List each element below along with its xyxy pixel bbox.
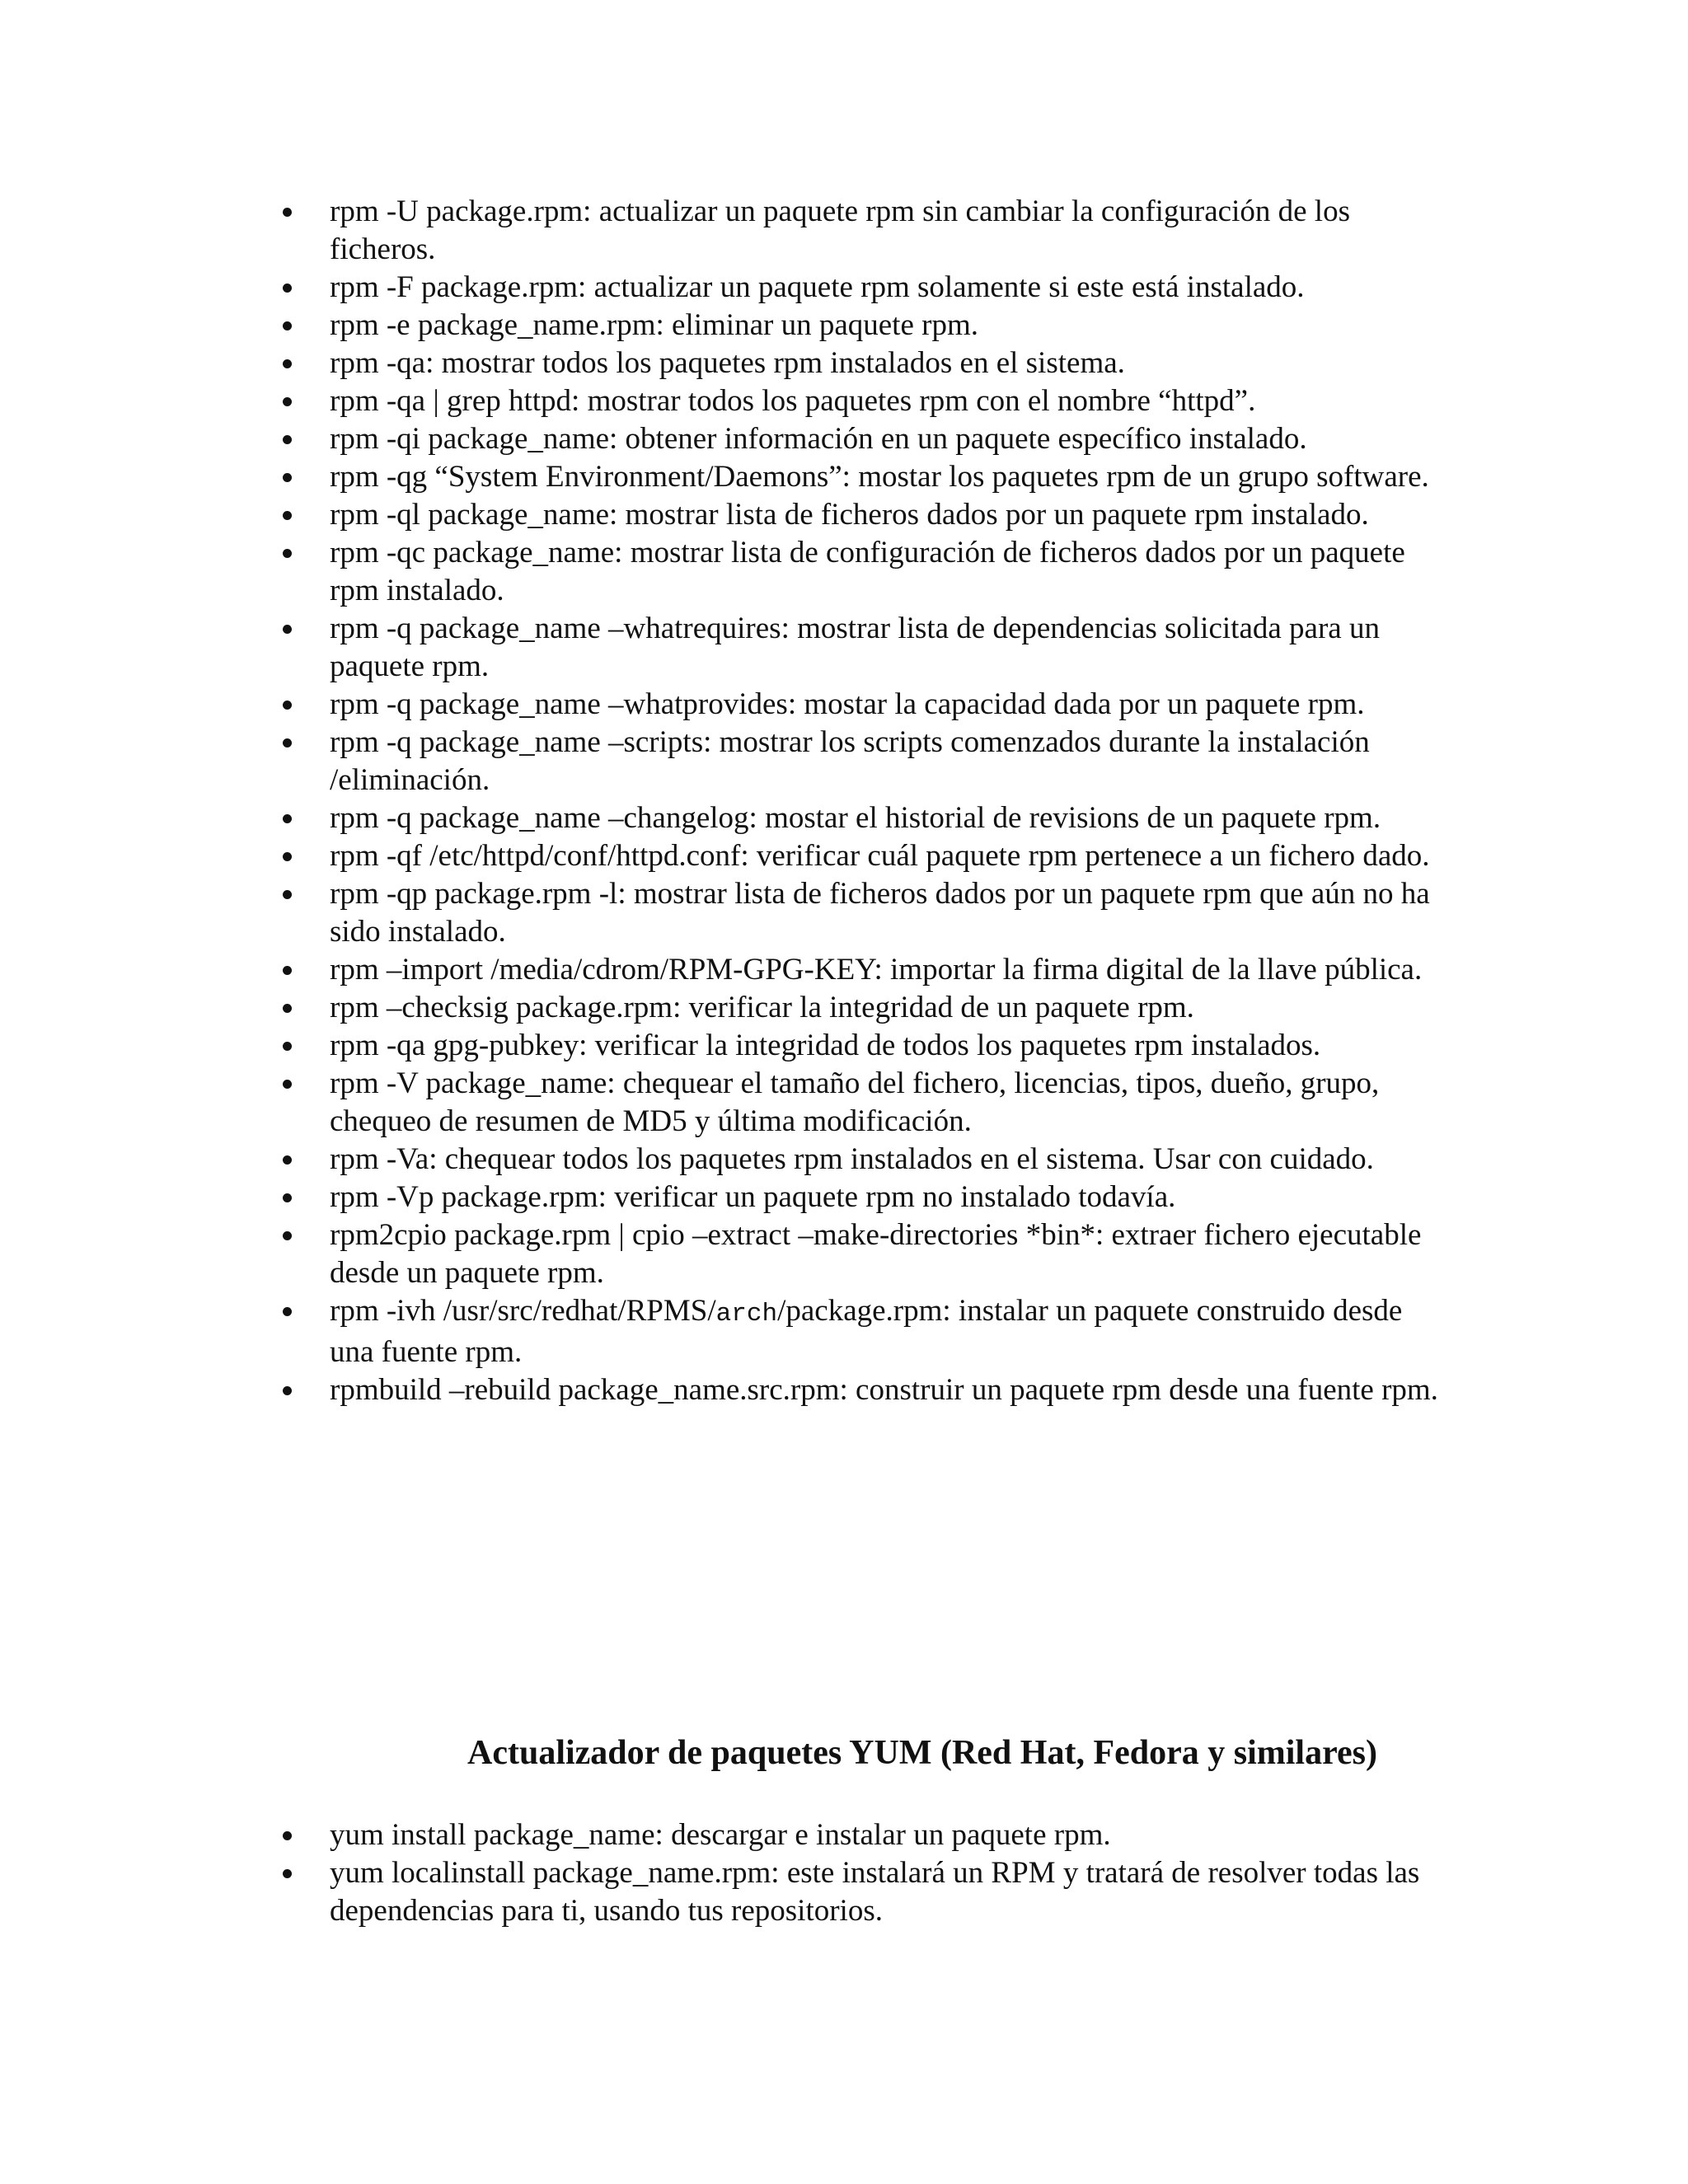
bullet-icon — [283, 1155, 292, 1165]
bullet-icon — [283, 966, 292, 975]
list-item-text: rpm -qa gpg-pubkey: verificar la integridad de todos los paquetes rpm instalados. — [330, 1029, 1321, 1062]
list-item — [330, 1854, 1442, 1930]
list-item-text: rpm -qa: mostrar todos los paquetes rpm instalados en el sistema. — [330, 346, 1125, 380]
list-item — [330, 799, 1442, 837]
bullet-icon — [283, 1386, 292, 1395]
list-item — [330, 1179, 1442, 1216]
bullet-icon — [283, 321, 292, 330]
bullet-icon — [283, 1042, 292, 1051]
list-item — [330, 382, 1442, 420]
bullet-icon — [283, 473, 292, 482]
list-item-text: rpm -q package_name –changelog: mostar el historial de revisions de un paquete rpm. — [330, 801, 1381, 835]
list-item — [330, 269, 1442, 307]
bullet-icon — [283, 284, 292, 293]
bullet-icon — [283, 625, 292, 634]
list-item — [330, 420, 1442, 458]
bullet-icon — [283, 397, 292, 406]
bullet-icon — [283, 738, 292, 748]
list-item-text-prefix: rpm -ivh /usr/src/redhat/RPMS/ — [330, 1294, 716, 1328]
list-item — [330, 344, 1442, 382]
list-item-text: rpm -qc package_name: mostrar lista de configuración de ficheros dados por un paquete rpm instalado. — [330, 536, 1405, 607]
bullet-icon — [283, 1193, 292, 1202]
list-item — [330, 1027, 1442, 1065]
list-item — [330, 1816, 1442, 1854]
list-item — [330, 307, 1442, 344]
list-item-text: rpm -q package_name –whatprovides: mostar la capacidad dada por un paquete rpm. — [330, 687, 1365, 721]
bullet-icon — [283, 1869, 292, 1878]
section-heading-yum: Actualizador de paquetes YUM (Red Hat, Fedora y similares) — [467, 1734, 1377, 1772]
bullet-icon — [283, 1831, 292, 1840]
list-item — [330, 1141, 1442, 1179]
list-item — [330, 989, 1442, 1027]
bullet-icon — [283, 435, 292, 444]
list-item — [330, 1371, 1442, 1409]
list-item-text-suffix: /package.rpm: instalar un paquete construido desde una fuente rpm. — [330, 1294, 1403, 1369]
list-item-text: rpm –checksig package.rpm: verificar la integridad de un paquete rpm. — [330, 991, 1194, 1024]
bullet-icon — [283, 1004, 292, 1013]
list-item-text: rpm -U package.rpm: actualizar un paquete rpm sin cambiar la configuración de los ficheros. — [330, 194, 1350, 266]
bullet-icon — [283, 208, 292, 217]
list-item — [330, 951, 1442, 989]
list-item — [330, 534, 1442, 610]
list-item — [330, 875, 1442, 951]
list-item-text: rpm -qp package.rpm -l: mostrar lista de ficheros dados por un paquete rpm que aún no ha sido instalado. — [330, 877, 1430, 949]
list-item-text: rpm -V package_name: chequear el tamaño del fichero, licencias, tipos, dueño, grupo, chequeo de resumen de MD5 y última modificación. — [330, 1066, 1380, 1138]
bullet-icon — [283, 511, 292, 520]
bullet-icon — [283, 1080, 292, 1089]
list-item — [330, 686, 1442, 724]
list-item-text: yum localinstall package_name.rpm: este instalará un RPM y tratará de resolver todas las dependencias para ti, usando tus repositorios. — [330, 1856, 1420, 1928]
arch-placeholder: arch — [715, 1300, 778, 1329]
list-item — [330, 1292, 1442, 1371]
list-item-text: rpm -F package.rpm: actualizar un paquete rpm solamente si este está instalado. — [330, 270, 1305, 304]
list-item-text: rpm -Va: chequear todos los paquetes rpm instalados en el sistema. Usar con cuidado. — [330, 1142, 1374, 1176]
list-item — [330, 458, 1442, 496]
list-item-text: rpm -qg “System Environment/Daemons”: mostar los paquetes rpm de un grupo software. — [330, 460, 1429, 494]
list-item — [330, 837, 1442, 875]
list-item — [330, 193, 1442, 269]
list-item-text: rpm -Vp package.rpm: verificar un paquete rpm no instalado todavía. — [330, 1180, 1176, 1214]
list-item-text: rpm –import /media/cdrom/RPM-GPG-KEY: importar la firma digital de la llave pública. — [330, 953, 1423, 987]
bullet-icon — [283, 359, 292, 368]
list-item-text: rpm -qa | grep httpd: mostrar todos los paquetes rpm con el nombre “httpd”. — [330, 384, 1256, 418]
bullet-icon — [283, 852, 292, 861]
bullet-icon — [283, 1307, 292, 1316]
bullet-icon — [283, 1231, 292, 1240]
bullet-icon — [283, 549, 292, 558]
bullet-icon — [283, 701, 292, 710]
list-item-text: rpm -qi package_name: obtener información en un paquete específico instalado. — [330, 422, 1307, 456]
list-item-text: yum install package_name: descargar e instalar un paquete rpm. — [330, 1818, 1111, 1852]
list-item-text: rpm -ql package_name: mostrar lista de ficheros dados por un paquete rpm instalado. — [330, 498, 1369, 532]
list-item — [330, 610, 1442, 686]
list-item-text: rpm -e package_name.rpm: eliminar un paquete rpm. — [330, 308, 978, 342]
list-item — [330, 496, 1442, 534]
list-item-text: rpm -q package_name –whatrequires: mostrar lista de dependencias solicitada para un paquete rpm. — [330, 612, 1380, 683]
list-item — [330, 1216, 1442, 1292]
list-item-text: rpm -qf /etc/httpd/conf/httpd.conf: verificar cuál paquete rpm pertenece a un fichero dado. — [330, 839, 1430, 873]
bullet-icon — [283, 814, 292, 823]
yum-command-list — [330, 1816, 1442, 1930]
list-item-text: rpm2cpio package.rpm | cpio –extract –make-directories *bin*: extraer fichero ejecutable desde un paquete rpm. — [330, 1218, 1422, 1290]
bullet-icon — [283, 890, 292, 899]
list-item-text: rpm -q package_name –scripts: mostrar los scripts comenzados durante la instalación /eliminación. — [330, 725, 1370, 797]
rpm-command-list — [330, 193, 1442, 1409]
list-item-text: rpmbuild –rebuild package_name.src.rpm: construir un paquete rpm desde una fuente rpm. — [330, 1373, 1438, 1407]
list-item — [330, 1065, 1442, 1141]
list-item — [330, 724, 1442, 799]
